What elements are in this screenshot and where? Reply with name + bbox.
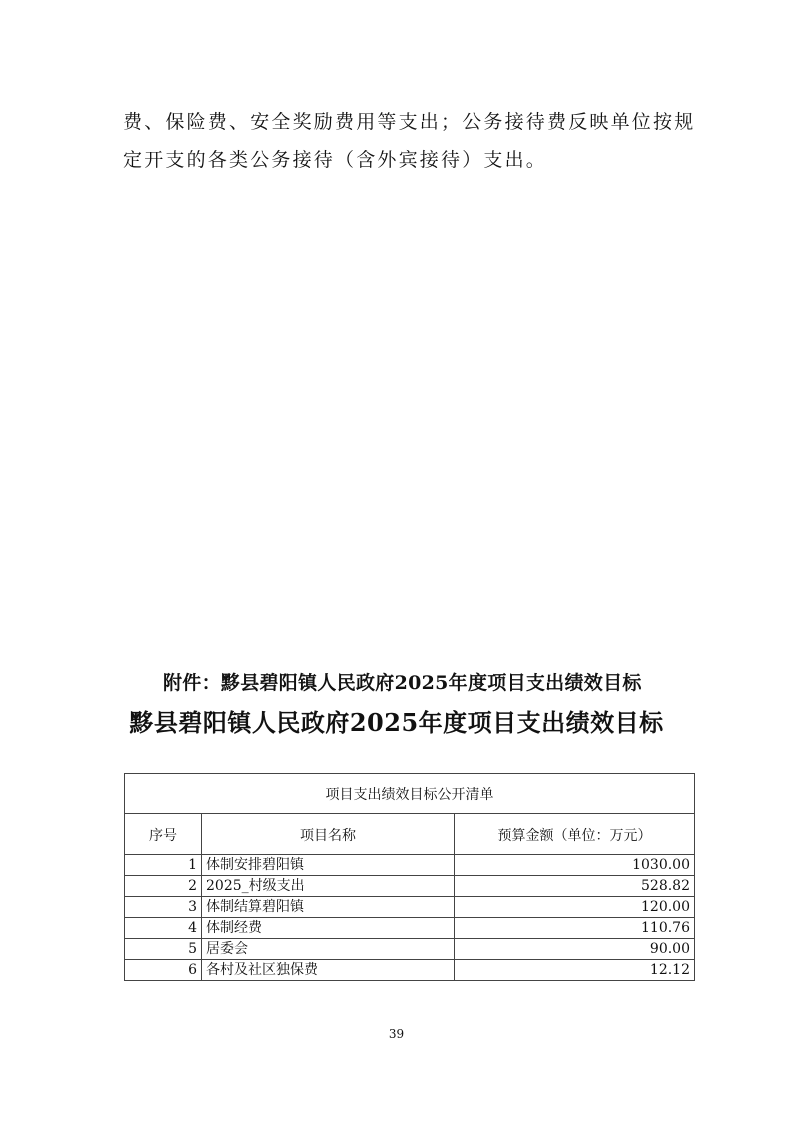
page-title: 黟县碧阳镇人民政府2025年度项目支出绩效目标: [129, 708, 664, 737]
row-index: 3: [125, 897, 202, 918]
table-row: [125, 960, 695, 981]
row-project-name: 居委会: [202, 939, 455, 960]
header-project-name: 项目名称: [202, 814, 455, 855]
table-header-row: [125, 814, 695, 855]
row-budget: 12.12: [455, 960, 695, 981]
row-index: 5: [125, 939, 202, 960]
table-row: [125, 918, 695, 939]
row-project-name: 体制安排碧阳镇: [202, 855, 455, 876]
row-project-name: 2025_村级支出: [202, 876, 455, 897]
row-project-name: 体制结算碧阳镇: [202, 897, 455, 918]
body-paragraph-line-1: 费、保险费、安全奖励费用等支出；公务接待费反映单位按规: [123, 111, 696, 133]
row-budget: 90.00: [455, 939, 695, 960]
row-budget: 1030.00: [455, 855, 695, 876]
table-row: [125, 855, 695, 876]
row-index: 1: [125, 855, 202, 876]
page-number: 39: [388, 1027, 405, 1041]
header-budget: 预算金额（单位：万元）: [455, 814, 695, 855]
body-paragraph-line-2: 定开支的各类公务接待（含外宾接待）支出。: [123, 149, 548, 171]
row-budget: 120.00: [455, 897, 695, 918]
table-row: [125, 939, 695, 960]
row-index: 4: [125, 918, 202, 939]
row-budget: 528.82: [455, 876, 695, 897]
table-caption: 项目支出绩效目标公开清单: [125, 774, 695, 814]
table-caption-row: [125, 774, 695, 814]
row-index: 6: [125, 960, 202, 981]
row-project-name: 体制经费: [202, 918, 455, 939]
performance-target-table: [124, 773, 695, 981]
table-row: [125, 897, 695, 918]
table-row: [125, 876, 695, 897]
row-project-name: 各村及社区独保费: [202, 960, 455, 981]
row-index: 2: [125, 876, 202, 897]
header-index: 序号: [125, 814, 202, 855]
row-budget: 110.76: [455, 918, 695, 939]
attachment-title: 附件：黟县碧阳镇人民政府2025年度项目支出绩效目标: [163, 672, 642, 694]
